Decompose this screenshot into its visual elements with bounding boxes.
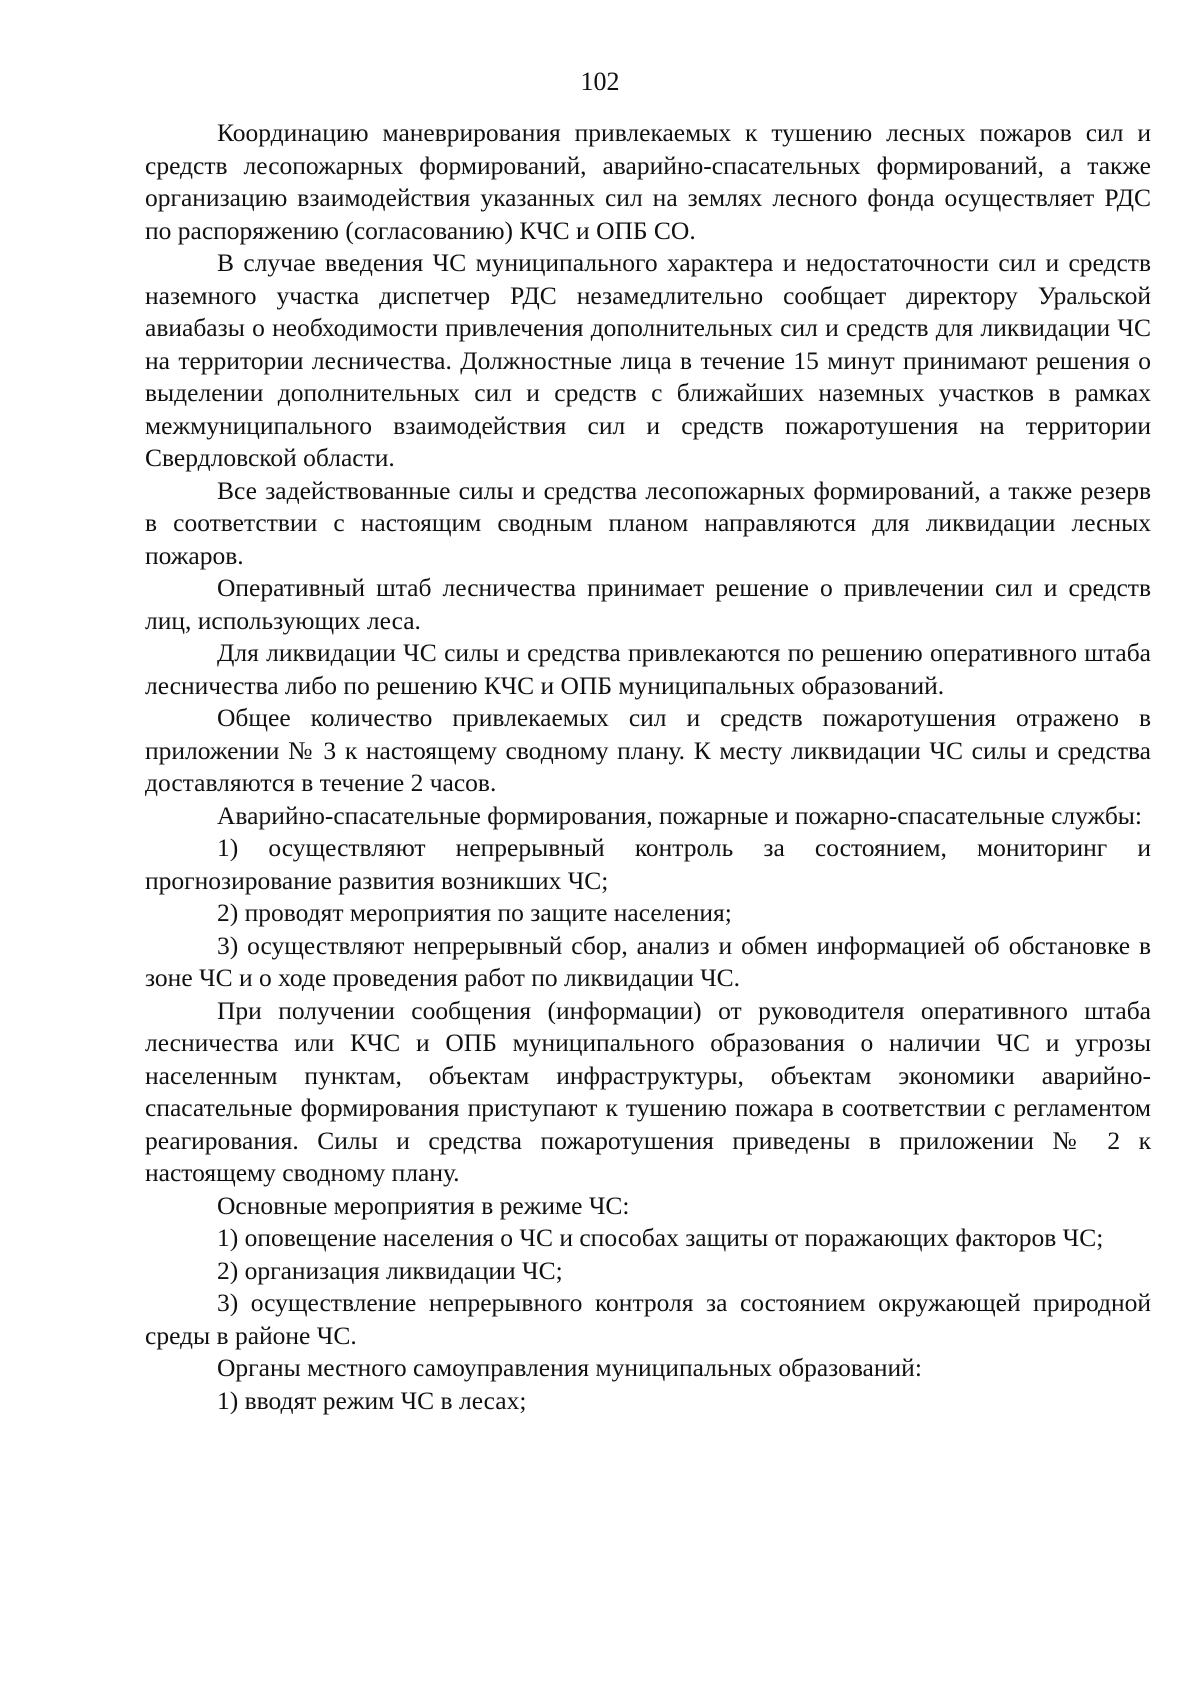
page-number: 102: [580, 67, 620, 96]
paragraph-rescue-services: Аварийно-спасательные формирования, пожарные и пожарно-спасательные службы:: [217, 800, 1143, 830]
paragraph-forces-involved: Все задействованные силы и средства лесопожарных формирований, а также резерв в соответствии с настоящим сводным планом направляются для ликвидации лесных пожаров.: [145, 475, 1151, 570]
paragraph-coordination: Координацию маневрирования привлекаемых к тушению лесных пожаров сил и средств лесопожарных формирований, аварийно-спасательных формирований, а также организацию взаимодействия указанных сил на землях лесного фонда осуществляет РДС по распоряжению (согласованию) КЧС и ОПБ СО.: [145, 118, 1151, 245]
list-item-measures-2: 2) организация ликвидации ЧС;: [217, 1255, 563, 1285]
list-item-authorities-1: 1) вводят режим ЧС в лесах;: [217, 1385, 527, 1415]
list-item-measures-1: 1) оповещение населения о ЧС и способах защиты от поражающих факторов ЧС;: [217, 1223, 1104, 1252]
paragraph-liquidation-decision: Для ликвидации ЧС силы и средства привлекаются по решению оперативного штаба лесничества либо по решению КЧС и ОПБ муниципальных образований.: [145, 638, 1151, 700]
list-item-rescue-2: 2) проводят мероприятия по защите населения;: [217, 898, 732, 927]
list-item-rescue-1: 1) осуществляют непрерывный контроль за состоянием, мониторинг и прогнозирование развития возникших ЧС;: [145, 833, 1151, 895]
paragraph-municipal-emergency: В случае введения ЧС муниципального характера и недостаточности сил и средств наземного участка диспетчер РДС незамедлительно сообщает директору Уральской авиабазы о необходимости привлечения дополнительных сил и средств для ликвидации ЧС на территории лесничества. Должностные лица в течение 15 минут принимают решения о выделении дополнительных сил и средств с ближайших наземных участков в рамках межмуниципального взаимодействия сил и средств пожаротушения на территории Свердловской области.: [145, 248, 1151, 472]
paragraph-message-received: При получении сообщения (информации) от руководителя оперативного штаба лесничества или КЧС и ОПБ муниципального образования о наличии ЧС и угрозы населенным пунктам, объектам инфраструктуры, объектам экономики аварийно-спасательные формирования приступают к тушению пожара в соответствии с регламентом реагирования. Силы и средства пожаротушения приведены в приложении № 2 к настоящему сводному плану.: [145, 995, 1151, 1187]
list-item-rescue-3: 3) осуществляют непрерывный сбор, анализ и обмен информацией об обстановке в зоне ЧС и о ходе проведения работ по ликвидации ЧС.: [145, 930, 1151, 992]
list-item-measures-3: 3) осуществление непрерывного контроля за состоянием окружающей природной среды в районе ЧС.: [145, 1288, 1151, 1350]
paragraph-total-forces: Общее количество привлекаемых сил и средств пожаротушения отражено в приложении № 3 к настоящему сводному плану. К месту ликвидации ЧС силы и средства доставляются в течение 2 часов.: [145, 703, 1151, 797]
paragraph-main-measures: Основные мероприятия в режиме ЧС:: [217, 1190, 630, 1220]
paragraph-operational-staff: Оперативный штаб лесничества принимает решение о привлечении сил и средств лиц, использующих леса.: [145, 573, 1151, 635]
document-body: [145, 117, 1151, 1417]
paragraph-local-authorities: Органы местного самоуправления муниципальных образований:: [217, 1353, 922, 1382]
